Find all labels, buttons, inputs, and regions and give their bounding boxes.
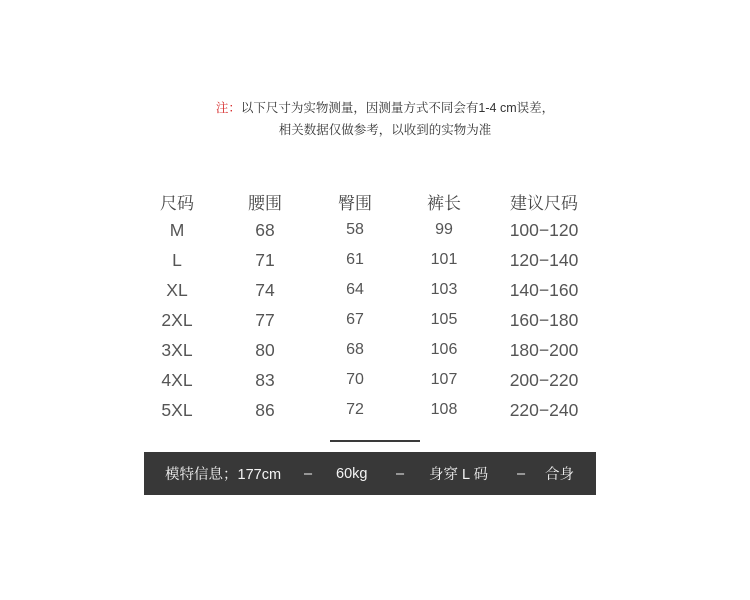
waist-cell: 83: [255, 369, 275, 390]
waist-cell: 86: [255, 399, 275, 420]
size-cell: XL: [166, 279, 188, 300]
note-lead: 注：: [215, 101, 241, 115]
table-row: [134, 245, 600, 275]
header-waist: 腰围: [248, 193, 282, 213]
waist-cell: 77: [255, 309, 275, 330]
length-cell: 108: [430, 401, 458, 418]
table-row: [134, 395, 600, 425]
note-text-1: 以下尺寸为实物测量，因测量方式不同会有1-4 cm误差，: [240, 101, 555, 115]
table-row: [134, 335, 600, 365]
hip-cell: 58: [346, 221, 364, 238]
header-hip: 臀围: [338, 193, 372, 213]
size-table: [134, 187, 600, 425]
table-row: [134, 215, 600, 245]
divider-line: [330, 440, 420, 442]
length-cell: 107: [430, 371, 458, 388]
recommended-cell: 220−240: [509, 399, 579, 420]
model-separator: –: [396, 465, 405, 482]
table-row: [134, 305, 600, 335]
length-cell: 105: [430, 311, 458, 328]
header-size: 尺码: [160, 193, 194, 213]
hip-cell: 64: [346, 281, 364, 298]
recommended-cell: 100−120: [509, 219, 579, 240]
measurement-note: [0, 97, 750, 141]
size-cell: M: [169, 219, 185, 240]
header-length: 裤长: [427, 193, 461, 213]
table-header-row: [134, 187, 600, 215]
model-wears-size: 身穿 L 码: [429, 467, 489, 483]
model-fit: 合身: [545, 467, 574, 483]
note-line-1: [0, 97, 750, 119]
waist-cell: 80: [255, 339, 275, 360]
recommended-cell: 200−220: [509, 369, 579, 390]
hip-cell: 72: [346, 401, 364, 418]
size-cell: L: [172, 249, 182, 270]
model-info-bar: [144, 452, 596, 495]
header-recommended: 建议尺码: [510, 193, 578, 213]
note-line-2: 相关数据仅做参考，以收到的实物为准: [278, 123, 492, 137]
waist-cell: 71: [255, 249, 275, 270]
table-row: [134, 275, 600, 305]
model-separator: –: [517, 465, 526, 482]
model-separator: –: [304, 465, 313, 482]
recommended-cell: 120−140: [509, 249, 579, 270]
recommended-cell: 160−180: [509, 309, 579, 330]
size-cell: 5XL: [161, 399, 193, 420]
size-cell: 3XL: [161, 339, 193, 360]
size-cell: 4XL: [161, 369, 193, 390]
hip-cell: 61: [346, 251, 364, 268]
length-cell: 106: [430, 341, 458, 358]
length-cell: 99: [435, 221, 453, 238]
hip-cell: 67: [346, 311, 364, 328]
model-weight: 60kg: [336, 465, 368, 482]
model-label: 模特信息；177cm: [165, 467, 282, 483]
length-cell: 103: [430, 281, 458, 298]
hip-cell: 68: [346, 341, 364, 358]
size-cell: 2XL: [161, 309, 193, 330]
table-row: [134, 365, 600, 395]
waist-cell: 68: [255, 219, 275, 240]
recommended-cell: 140−160: [509, 279, 579, 300]
length-cell: 101: [430, 251, 458, 268]
hip-cell: 70: [346, 371, 364, 388]
recommended-cell: 180−200: [509, 339, 579, 360]
waist-cell: 74: [255, 279, 275, 300]
